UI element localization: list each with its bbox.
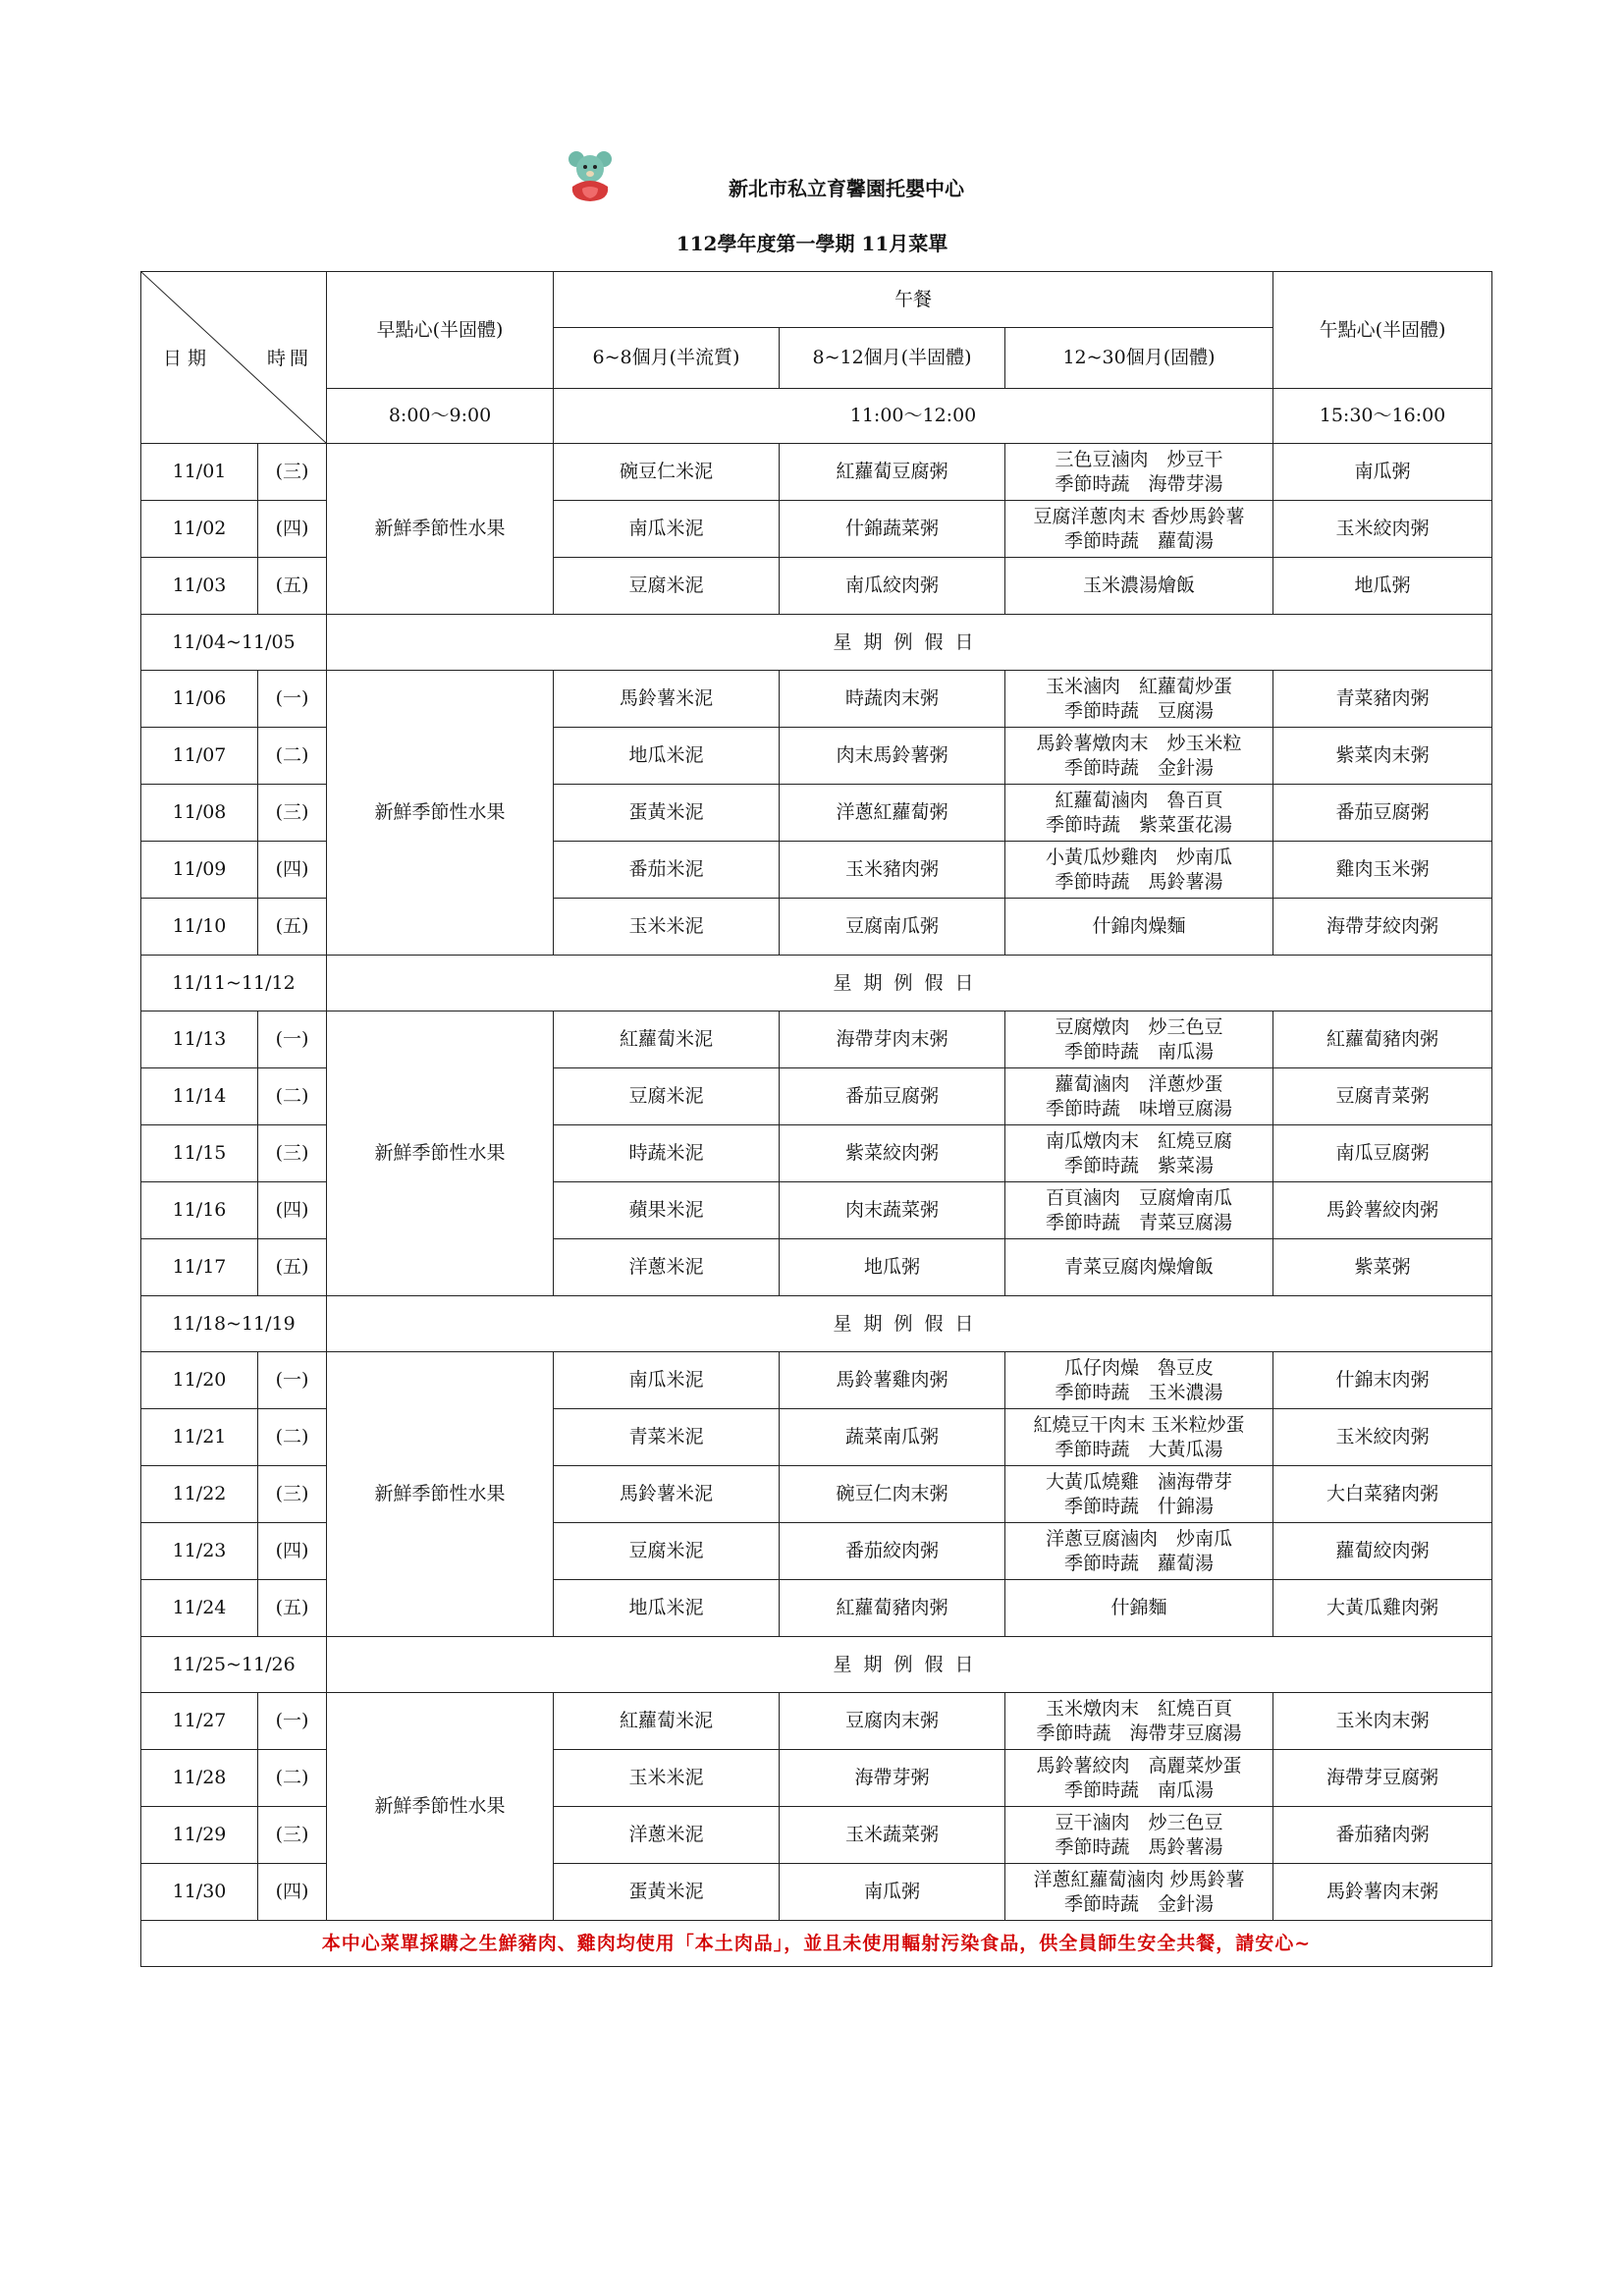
footer-row xyxy=(141,1921,1492,1967)
lunch-12-30-line-1: 玉米濃湯燴飯 xyxy=(1082,574,1195,597)
lunch-8-12-item: 洋蔥紅蘿蔔粥 xyxy=(780,785,1005,842)
afternoon-item: 大白菜豬肉粥 xyxy=(1273,1466,1492,1523)
day-of-week: (一) xyxy=(258,671,327,728)
lunch-6-8-item: 番茄米泥 xyxy=(554,842,780,899)
menu-subtitle: 112學年度第一學期 11月菜單 xyxy=(676,232,948,255)
lunch-8-12-header: 8~12個月(半固體) xyxy=(780,328,1005,389)
lunch-12-30-item xyxy=(1005,1409,1273,1466)
holiday-date-range: 11/25~11/26 xyxy=(141,1637,327,1693)
lunch-6-8-item: 時蔬米泥 xyxy=(554,1125,780,1182)
lunch-6-8-item: 南瓜米泥 xyxy=(554,1352,780,1409)
day-date: 11/16 xyxy=(141,1182,258,1239)
lunch-12-30-item xyxy=(1005,1750,1273,1807)
afternoon-item: 玉米絞肉粥 xyxy=(1273,501,1492,558)
lunch-8-12-item: 海帶芽粥 xyxy=(780,1750,1005,1807)
afternoon-item: 玉米肉末粥 xyxy=(1273,1693,1492,1750)
lunch-6-8-item: 蛋黃米泥 xyxy=(554,1864,780,1921)
day-date: 11/29 xyxy=(141,1807,258,1864)
lunch-12-30-line-2: 季節時蔬 什錦湯 xyxy=(1063,1495,1214,1517)
holiday-label: 星期例假日 xyxy=(327,956,1492,1011)
day-of-week: (四) xyxy=(258,842,327,899)
holiday-date-range: 11/11~11/12 xyxy=(141,956,327,1011)
lunch-12-30-line-1: 南瓜燉肉末 紅燒豆腐 xyxy=(1045,1129,1232,1152)
lunch-8-12-item: 紅蘿蔔豬肉粥 xyxy=(780,1580,1005,1637)
lunch-12-30-item xyxy=(1005,1239,1273,1296)
lunch-8-12-item: 肉末蔬菜粥 xyxy=(780,1182,1005,1239)
lunch-6-8-item: 馬鈴薯米泥 xyxy=(554,1466,780,1523)
lunch-6-8-item: 地瓜米泥 xyxy=(554,1580,780,1637)
lunch-8-12-item: 紅蘿蔔豆腐粥 xyxy=(780,444,1005,501)
lunch-12-30-line-2: 季節時蔬 金針湯 xyxy=(1063,756,1214,779)
holiday-label: 星期例假日 xyxy=(327,1296,1492,1352)
lunch-6-8-item: 蘋果米泥 xyxy=(554,1182,780,1239)
lunch-8-12-item: 玉米豬肉粥 xyxy=(780,842,1005,899)
lunch-6-8-item: 豆腐米泥 xyxy=(554,1068,780,1125)
day-date: 11/28 xyxy=(141,1750,258,1807)
day-of-week: (三) xyxy=(258,1466,327,1523)
day-of-week: (二) xyxy=(258,1068,327,1125)
menu-day-row xyxy=(141,444,1492,501)
menu-table xyxy=(140,271,1492,1967)
lunch-8-12-item: 番茄豆腐粥 xyxy=(780,1068,1005,1125)
lunch-12-30-item xyxy=(1005,444,1273,501)
lunch-8-12-item: 馬鈴薯雞肉粥 xyxy=(780,1352,1005,1409)
day-date: 11/07 xyxy=(141,728,258,785)
lunch-12-30-item xyxy=(1005,1068,1273,1125)
lunch-12-30-item xyxy=(1005,1580,1273,1637)
menu-day-row xyxy=(141,1693,1492,1750)
holiday-date-range: 11/18~11/19 xyxy=(141,1296,327,1352)
lunch-6-8-item: 碗豆仁米泥 xyxy=(554,444,780,501)
lunch-12-30-line-1: 蘿蔔滷肉 洋蔥炒蛋 xyxy=(1055,1072,1223,1095)
lunch-12-30-item xyxy=(1005,1807,1273,1864)
lunch-12-30-item xyxy=(1005,1466,1273,1523)
afternoon-item: 青菜豬肉粥 xyxy=(1273,671,1492,728)
lunch-8-12-item: 豆腐肉末粥 xyxy=(780,1693,1005,1750)
day-of-week: (三) xyxy=(258,1807,327,1864)
afternoon-header: 午點心(半固體) xyxy=(1273,272,1492,389)
date-header-label: 日期 xyxy=(163,348,213,369)
lunch-12-30-item xyxy=(1005,1864,1273,1921)
lunch-12-30-line-2: 季節時蔬 味增豆腐湯 xyxy=(1045,1097,1232,1120)
day-of-week: (三) xyxy=(258,785,327,842)
lunch-8-12-item: 什錦蔬菜粥 xyxy=(780,501,1005,558)
lunch-12-30-line-2: 季節時蔬 金針湯 xyxy=(1063,1892,1214,1915)
lunch-12-30-line-1: 豆腐洋蔥肉末 香炒馬鈴薯 xyxy=(1033,505,1245,527)
lunch-6-8-item: 豆腐米泥 xyxy=(554,558,780,615)
afternoon-item: 地瓜粥 xyxy=(1273,558,1492,615)
lunch-header: 午餐 xyxy=(554,272,1273,328)
lunch-6-8-item: 南瓜米泥 xyxy=(554,501,780,558)
lunch-6-8-item: 紅蘿蔔米泥 xyxy=(554,1011,780,1068)
day-date: 11/13 xyxy=(141,1011,258,1068)
lunch-12-30-line-2: 季節時蔬 蘿蔔湯 xyxy=(1063,529,1214,552)
lunch-8-12-item: 肉末馬鈴薯粥 xyxy=(780,728,1005,785)
lunch-12-30-line-2: 季節時蔬 紫菜湯 xyxy=(1063,1154,1214,1176)
day-of-week: (四) xyxy=(258,1864,327,1921)
breakfast-header: 早點心(半固體) xyxy=(327,272,554,389)
day-date: 11/20 xyxy=(141,1352,258,1409)
footer-notice: 本中心菜單採購之生鮮豬肉、雞肉均使用「本土肉品」，並且未使用輻射污染食品，供全員師生安全共餐，請安心~ xyxy=(141,1921,1492,1967)
day-of-week: (三) xyxy=(258,444,327,501)
lunch-8-12-item: 蔬菜南瓜粥 xyxy=(780,1409,1005,1466)
organization-title: 新北市私立育馨園托嬰中心 xyxy=(729,177,964,200)
day-of-week: (五) xyxy=(258,1239,327,1296)
lunch-12-30-item xyxy=(1005,1011,1273,1068)
lunch-12-30-item xyxy=(1005,785,1273,842)
lunch-12-30-line-2: 季節時蔬 海帶芽湯 xyxy=(1055,472,1223,495)
day-date: 11/08 xyxy=(141,785,258,842)
lunch-12-30-line-2: 季節時蔬 玉米濃湯 xyxy=(1055,1381,1223,1403)
lunch-12-30-line-2: 季節時蔬 蘿蔔湯 xyxy=(1063,1552,1214,1574)
lunch-6-8-item: 洋蔥米泥 xyxy=(554,1239,780,1296)
lunch-12-30-item xyxy=(1005,842,1273,899)
day-of-week: (一) xyxy=(258,1352,327,1409)
lunch-12-30-line-2: 季節時蔬 馬鈴薯湯 xyxy=(1055,870,1223,893)
day-of-week: (一) xyxy=(258,1693,327,1750)
time-header-label: 時間 xyxy=(266,348,312,369)
lunch-12-30-line-1: 青菜豆腐肉燥燴飯 xyxy=(1063,1256,1214,1279)
menu-day-row xyxy=(141,1011,1492,1068)
day-date: 11/02 xyxy=(141,501,258,558)
lunch-12-30-item xyxy=(1005,728,1273,785)
holiday-date-range: 11/04~11/05 xyxy=(141,615,327,671)
lunch-12-30-item xyxy=(1005,558,1273,615)
afternoon-item: 番茄豬肉粥 xyxy=(1273,1807,1492,1864)
holiday-row xyxy=(141,1296,1492,1352)
menu-day-row xyxy=(141,1352,1492,1409)
afternoon-item: 馬鈴薯絞肉粥 xyxy=(1273,1182,1492,1239)
day-date: 11/15 xyxy=(141,1125,258,1182)
day-of-week: (一) xyxy=(258,1011,327,1068)
day-date: 11/09 xyxy=(141,842,258,899)
lunch-12-30-line-1: 馬鈴薯燉肉末 炒玉米粒 xyxy=(1036,732,1242,754)
lunch-12-30-item xyxy=(1005,671,1273,728)
lunch-6-8-item: 洋蔥米泥 xyxy=(554,1807,780,1864)
holiday-label: 星期例假日 xyxy=(327,615,1492,671)
breakfast-fruit: 新鮮季節性水果 xyxy=(327,1011,554,1296)
afternoon-item: 雞肉玉米粥 xyxy=(1273,842,1492,899)
day-date: 11/01 xyxy=(141,444,258,501)
afternoon-item: 馬鈴薯肉末粥 xyxy=(1273,1864,1492,1921)
breakfast-fruit: 新鮮季節性水果 xyxy=(327,444,554,615)
lunch-12-30-header: 12~30個月(固體) xyxy=(1005,328,1273,389)
holiday-row xyxy=(141,1637,1492,1693)
lunch-6-8-header: 6~8個月(半流質) xyxy=(554,328,780,389)
lunch-6-8-item: 玉米米泥 xyxy=(554,1750,780,1807)
holiday-label: 星期例假日 xyxy=(327,1637,1492,1693)
breakfast-fruit: 新鮮季節性水果 xyxy=(327,1693,554,1921)
breakfast-fruit: 新鮮季節性水果 xyxy=(327,671,554,956)
lunch-6-8-item: 蛋黃米泥 xyxy=(554,785,780,842)
lunch-12-30-item xyxy=(1005,1125,1273,1182)
lunch-12-30-line-1: 小黃瓜炒雞肉 炒南瓜 xyxy=(1045,846,1232,868)
lunch-12-30-line-1: 馬鈴薯絞肉 高麗菜炒蛋 xyxy=(1036,1754,1242,1777)
lunch-12-30-line-1: 豆干滷肉 炒三色豆 xyxy=(1055,1811,1223,1833)
lunch-12-30-item xyxy=(1005,501,1273,558)
afternoon-item: 紫菜肉末粥 xyxy=(1273,728,1492,785)
lunch-12-30-line-2: 季節時蔬 豆腐湯 xyxy=(1063,699,1214,722)
day-date: 11/14 xyxy=(141,1068,258,1125)
lunch-12-30-line-1: 什錦肉燥麵 xyxy=(1092,915,1186,938)
lunch-12-30-item xyxy=(1005,1523,1273,1580)
lunch-8-12-item: 南瓜絞肉粥 xyxy=(780,558,1005,615)
day-of-week: (二) xyxy=(258,728,327,785)
afternoon-item: 紅蘿蔔豬肉粥 xyxy=(1273,1011,1492,1068)
afternoon-item: 大黃瓜雞肉粥 xyxy=(1273,1580,1492,1637)
day-date: 11/23 xyxy=(141,1523,258,1580)
lunch-12-30-line-2: 季節時蔬 海帶芽豆腐湯 xyxy=(1036,1722,1242,1744)
lunch-12-30-line-2: 季節時蔬 馬鈴薯湯 xyxy=(1055,1835,1223,1858)
lunch-8-12-item: 番茄絞肉粥 xyxy=(780,1523,1005,1580)
lunch-8-12-item: 豆腐南瓜粥 xyxy=(780,899,1005,956)
lunch-12-30-line-1: 什錦麵 xyxy=(1110,1597,1167,1619)
day-of-week: (二) xyxy=(258,1409,327,1466)
afternoon-item: 豆腐青菜粥 xyxy=(1273,1068,1492,1125)
day-of-week: (三) xyxy=(258,1125,327,1182)
lunch-12-30-line-1: 瓜仔肉燥 魯豆皮 xyxy=(1063,1356,1214,1379)
breakfast-time: 8:00～9:00 xyxy=(327,389,554,444)
day-date: 11/21 xyxy=(141,1409,258,1466)
day-date: 11/24 xyxy=(141,1580,258,1637)
lunch-8-12-item: 海帶芽肉末粥 xyxy=(780,1011,1005,1068)
lunch-12-30-item xyxy=(1005,899,1273,956)
menu-day-row xyxy=(141,671,1492,728)
afternoon-item: 蘿蔔絞肉粥 xyxy=(1273,1523,1492,1580)
day-of-week: (五) xyxy=(258,558,327,615)
day-date: 11/03 xyxy=(141,558,258,615)
lunch-8-12-item: 碗豆仁肉末粥 xyxy=(780,1466,1005,1523)
lunch-12-30-line-1: 大黃瓜燒雞 滷海帶芽 xyxy=(1045,1470,1232,1493)
afternoon-item: 南瓜粥 xyxy=(1273,444,1492,501)
day-of-week: (四) xyxy=(258,501,327,558)
afternoon-item: 紫菜粥 xyxy=(1273,1239,1492,1296)
lunch-6-8-item: 地瓜米泥 xyxy=(554,728,780,785)
lunch-6-8-item: 紅蘿蔔米泥 xyxy=(554,1693,780,1750)
date-time-corner-cell xyxy=(141,272,327,444)
day-date: 11/22 xyxy=(141,1466,258,1523)
day-of-week: (二) xyxy=(258,1750,327,1807)
lunch-12-30-line-1: 紅燒豆干肉末 玉米粒炒蛋 xyxy=(1033,1413,1245,1436)
lunch-8-12-item: 紫菜絞肉粥 xyxy=(780,1125,1005,1182)
lunch-12-30-item xyxy=(1005,1352,1273,1409)
day-of-week: (五) xyxy=(258,899,327,956)
day-of-week: (四) xyxy=(258,1523,327,1580)
lunch-8-12-item: 玉米蔬菜粥 xyxy=(780,1807,1005,1864)
lunch-12-30-line-2: 季節時蔬 青菜豆腐湯 xyxy=(1045,1211,1232,1233)
lunch-12-30-line-1: 紅蘿蔔滷肉 魯百頁 xyxy=(1055,789,1223,811)
holiday-row xyxy=(141,956,1492,1011)
lunch-12-30-line-2: 季節時蔬 大黃瓜湯 xyxy=(1055,1438,1223,1460)
lunch-6-8-item: 豆腐米泥 xyxy=(554,1523,780,1580)
day-date: 11/27 xyxy=(141,1693,258,1750)
afternoon-time: 15:30～16:00 xyxy=(1273,389,1492,444)
afternoon-item: 玉米絞肉粥 xyxy=(1273,1409,1492,1466)
lunch-12-30-line-2: 季節時蔬 南瓜湯 xyxy=(1063,1040,1214,1063)
day-date: 11/10 xyxy=(141,899,258,956)
lunch-6-8-item: 玉米米泥 xyxy=(554,899,780,956)
afternoon-item: 海帶芽絞肉粥 xyxy=(1273,899,1492,956)
day-of-week: (五) xyxy=(258,1580,327,1637)
day-date: 11/30 xyxy=(141,1864,258,1921)
lunch-12-30-line-1: 洋蔥紅蘿蔔滷肉 炒馬鈴薯 xyxy=(1033,1868,1245,1890)
lunch-8-12-item: 南瓜粥 xyxy=(780,1864,1005,1921)
afternoon-item: 番茄豆腐粥 xyxy=(1273,785,1492,842)
day-date: 11/06 xyxy=(141,671,258,728)
lunch-12-30-line-1: 豆腐燉肉 炒三色豆 xyxy=(1055,1015,1223,1038)
lunch-6-8-item: 青菜米泥 xyxy=(554,1409,780,1466)
lunch-12-30-item xyxy=(1005,1693,1273,1750)
breakfast-fruit: 新鮮季節性水果 xyxy=(327,1352,554,1637)
lunch-8-12-item: 地瓜粥 xyxy=(780,1239,1005,1296)
lunch-12-30-line-2: 季節時蔬 紫菜蛋花湯 xyxy=(1045,813,1232,836)
lunch-12-30-line-1: 玉米燉肉末 紅燒百頁 xyxy=(1045,1697,1232,1720)
lunch-time: 11:00～12:00 xyxy=(554,389,1273,444)
lunch-12-30-line-1: 玉米滷肉 紅蘿蔔炒蛋 xyxy=(1045,675,1232,697)
lunch-8-12-item: 時蔬肉末粥 xyxy=(780,671,1005,728)
day-of-week: (四) xyxy=(258,1182,327,1239)
page-header xyxy=(0,137,1624,255)
afternoon-item: 南瓜豆腐粥 xyxy=(1273,1125,1492,1182)
holiday-row xyxy=(141,615,1492,671)
lunch-12-30-line-1: 百頁滷肉 豆腐燴南瓜 xyxy=(1045,1186,1232,1209)
afternoon-item: 海帶芽豆腐粥 xyxy=(1273,1750,1492,1807)
lunch-12-30-item xyxy=(1005,1182,1273,1239)
lunch-12-30-line-1: 三色豆滷肉 炒豆干 xyxy=(1055,448,1223,470)
afternoon-item: 什錦末肉粥 xyxy=(1273,1352,1492,1409)
lunch-12-30-line-1: 洋蔥豆腐滷肉 炒南瓜 xyxy=(1045,1527,1232,1550)
lunch-6-8-item: 馬鈴薯米泥 xyxy=(554,671,780,728)
lunch-12-30-line-2: 季節時蔬 南瓜湯 xyxy=(1063,1778,1214,1801)
day-date: 11/17 xyxy=(141,1239,258,1296)
